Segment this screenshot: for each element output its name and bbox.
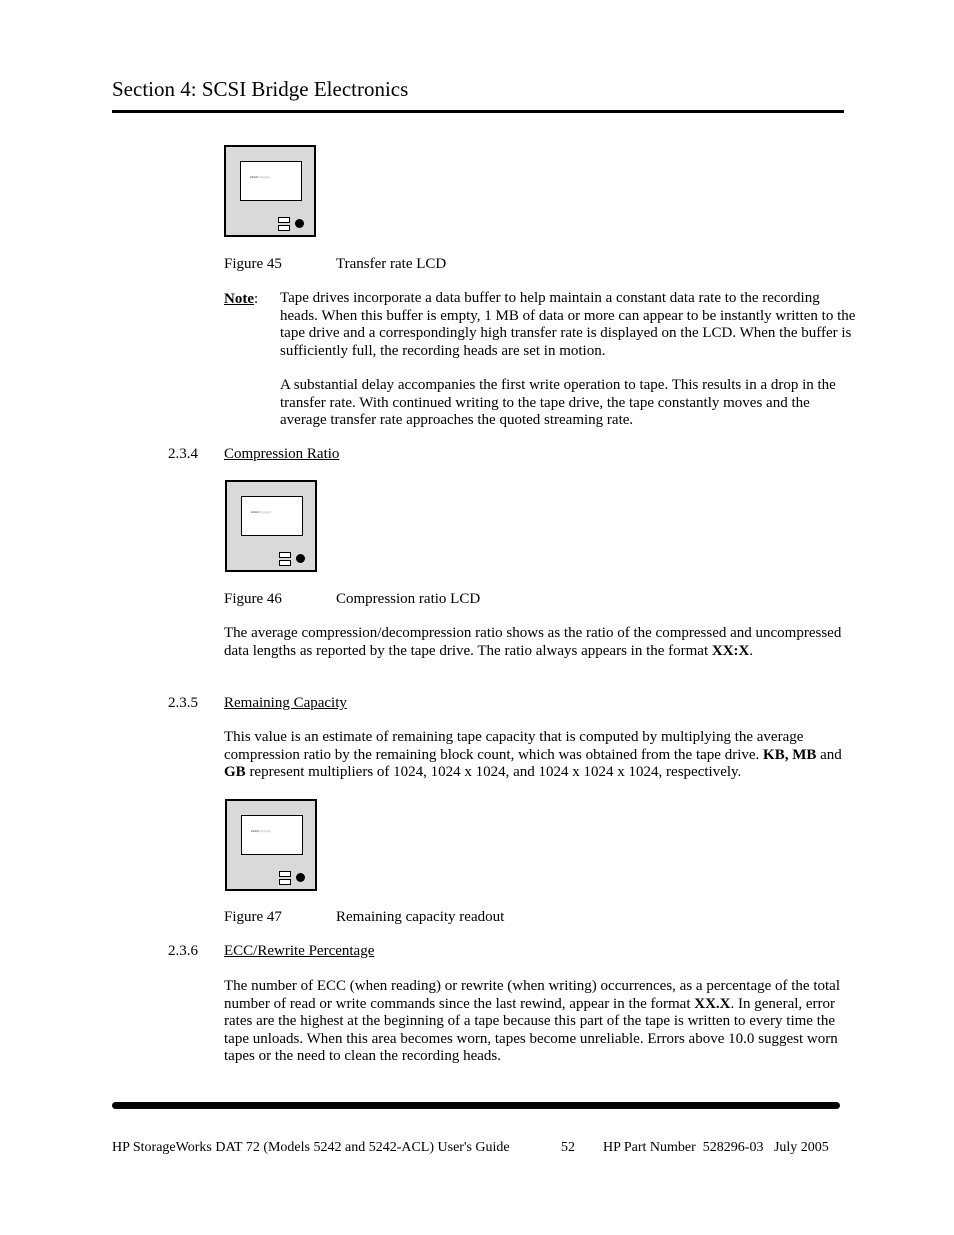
text-run: represent multipliers of 1024, 1024 x 1024, and 1024 x 1024 x 1024, respectively.	[245, 764, 742, 780]
section-title: ECC/Rewrite Percentage	[224, 943, 375, 959]
header-rule	[112, 110, 844, 113]
figure-number: Figure 45	[224, 256, 282, 272]
lcd-panel-illustration	[225, 799, 317, 891]
bold-text: GB	[224, 764, 246, 780]
remaining-capacity-paragraph	[224, 729, 849, 782]
text-run: This value is an estimate of remaining tape capacity that is computed by multiplying the average compression ratio by the remaining block count, which was obtained from the tape drive.	[224, 729, 804, 763]
lcd-knob-icon	[296, 554, 305, 563]
lcd-button-icon	[278, 217, 290, 223]
bold-text: KB, MB	[763, 746, 817, 763]
lcd-panel-illustration	[225, 480, 317, 572]
figure-caption: Transfer rate LCD	[336, 256, 447, 272]
page-number: 52	[561, 1140, 575, 1155]
format-text: XX.X	[694, 995, 731, 1012]
lcd-readout-glyphs: ▮▮▮▮▯▯▯▯▯▯	[251, 829, 272, 833]
lcd-panel-illustration	[224, 145, 316, 237]
figure-caption: Remaining capacity readout	[336, 909, 505, 925]
lcd-button-icon	[279, 560, 291, 566]
figure-number: Figure 46	[224, 591, 282, 607]
lcd-screen	[240, 161, 302, 201]
note-label-wrap	[224, 290, 258, 308]
ecc-rewrite-paragraph	[224, 978, 859, 1066]
lcd-button-icon	[278, 225, 290, 231]
lcd-button-icon	[279, 871, 291, 877]
text-run: . In general, error rates are the highest at the beginning of a tape because this part of the tape is written to every time the tape unloads. When this area becomes worn, tapes become unreliable. Errors above 10.0 suggest worn tapes or the need to clean the recording heads.	[224, 995, 838, 1064]
note-paragraph-2: A substantial delay accompanies the first write operation to tape. This results in a drop in the transfer rate. With continued writing to the tape drive, the tape constantly moves and the average transfer rate approaches the quoted streaming rate.	[280, 377, 836, 428]
lcd-button-icon	[279, 879, 291, 885]
section-heading-remaining-capacity	[168, 695, 347, 712]
lcd-readout-glyphs: ▮▮▮▮▯▯▯▯▯▯	[250, 175, 271, 179]
section-heading-compression-ratio	[168, 446, 339, 463]
lcd-button-icon	[279, 552, 291, 558]
format-text: XX:X	[711, 642, 750, 659]
footer-part-number: HP Part Number 528296-03 July 2005	[603, 1140, 829, 1155]
lcd-knob-icon	[295, 219, 304, 228]
lcd-knob-icon	[296, 873, 305, 882]
section-number: 2.3.4	[168, 446, 198, 462]
section-title: Remaining Capacity	[224, 695, 347, 711]
section-number: 2.3.6	[168, 943, 198, 959]
note-label: Note	[224, 291, 254, 307]
text-run: The number of ECC (when reading) or rewrite (when writing) occurrences, as a percentage of the total number of read or write commands since the last rewind, appear in the format	[224, 978, 840, 1012]
footer-guide-title: HP StorageWorks DAT 72 (Models 5242 and 5242-ACL) User's Guide	[112, 1140, 510, 1155]
note-colon: :	[254, 291, 259, 307]
lcd-screen	[241, 496, 303, 536]
figure-number: Figure 47	[224, 909, 282, 925]
text-run: .	[749, 642, 754, 659]
section-heading-ecc-rewrite	[168, 943, 374, 960]
lcd-readout-glyphs: ▮▮▮▮▯▯▯▯▯▯	[251, 510, 272, 514]
compression-ratio-paragraph	[224, 625, 859, 660]
note-paragraph-1: Tape drives incorporate a data buffer to help maintain a constant data rate to the recording heads. When this buffer is empty, 1 MB of data or more can appear to be instantly written to the tape drive and a correspondingly high transfer rate is displayed on the LCD. When the buffer is sufficiently full, the recording heads are set in motion.	[280, 290, 856, 359]
lcd-screen	[241, 815, 303, 855]
section-number: 2.3.5	[168, 695, 198, 711]
footer-rule	[112, 1102, 840, 1109]
text-run: The average compression/decompression ratio shows as the ratio of the compressed and uncompressed data lengths as reported by the tape drive. The ratio always appears in the format	[224, 625, 842, 659]
section-title: Compression Ratio	[224, 446, 340, 462]
text-run: and	[816, 746, 842, 763]
figure-caption: Compression ratio LCD	[336, 591, 481, 607]
page-title: Section 4: SCSI Bridge Electronics	[112, 77, 409, 101]
